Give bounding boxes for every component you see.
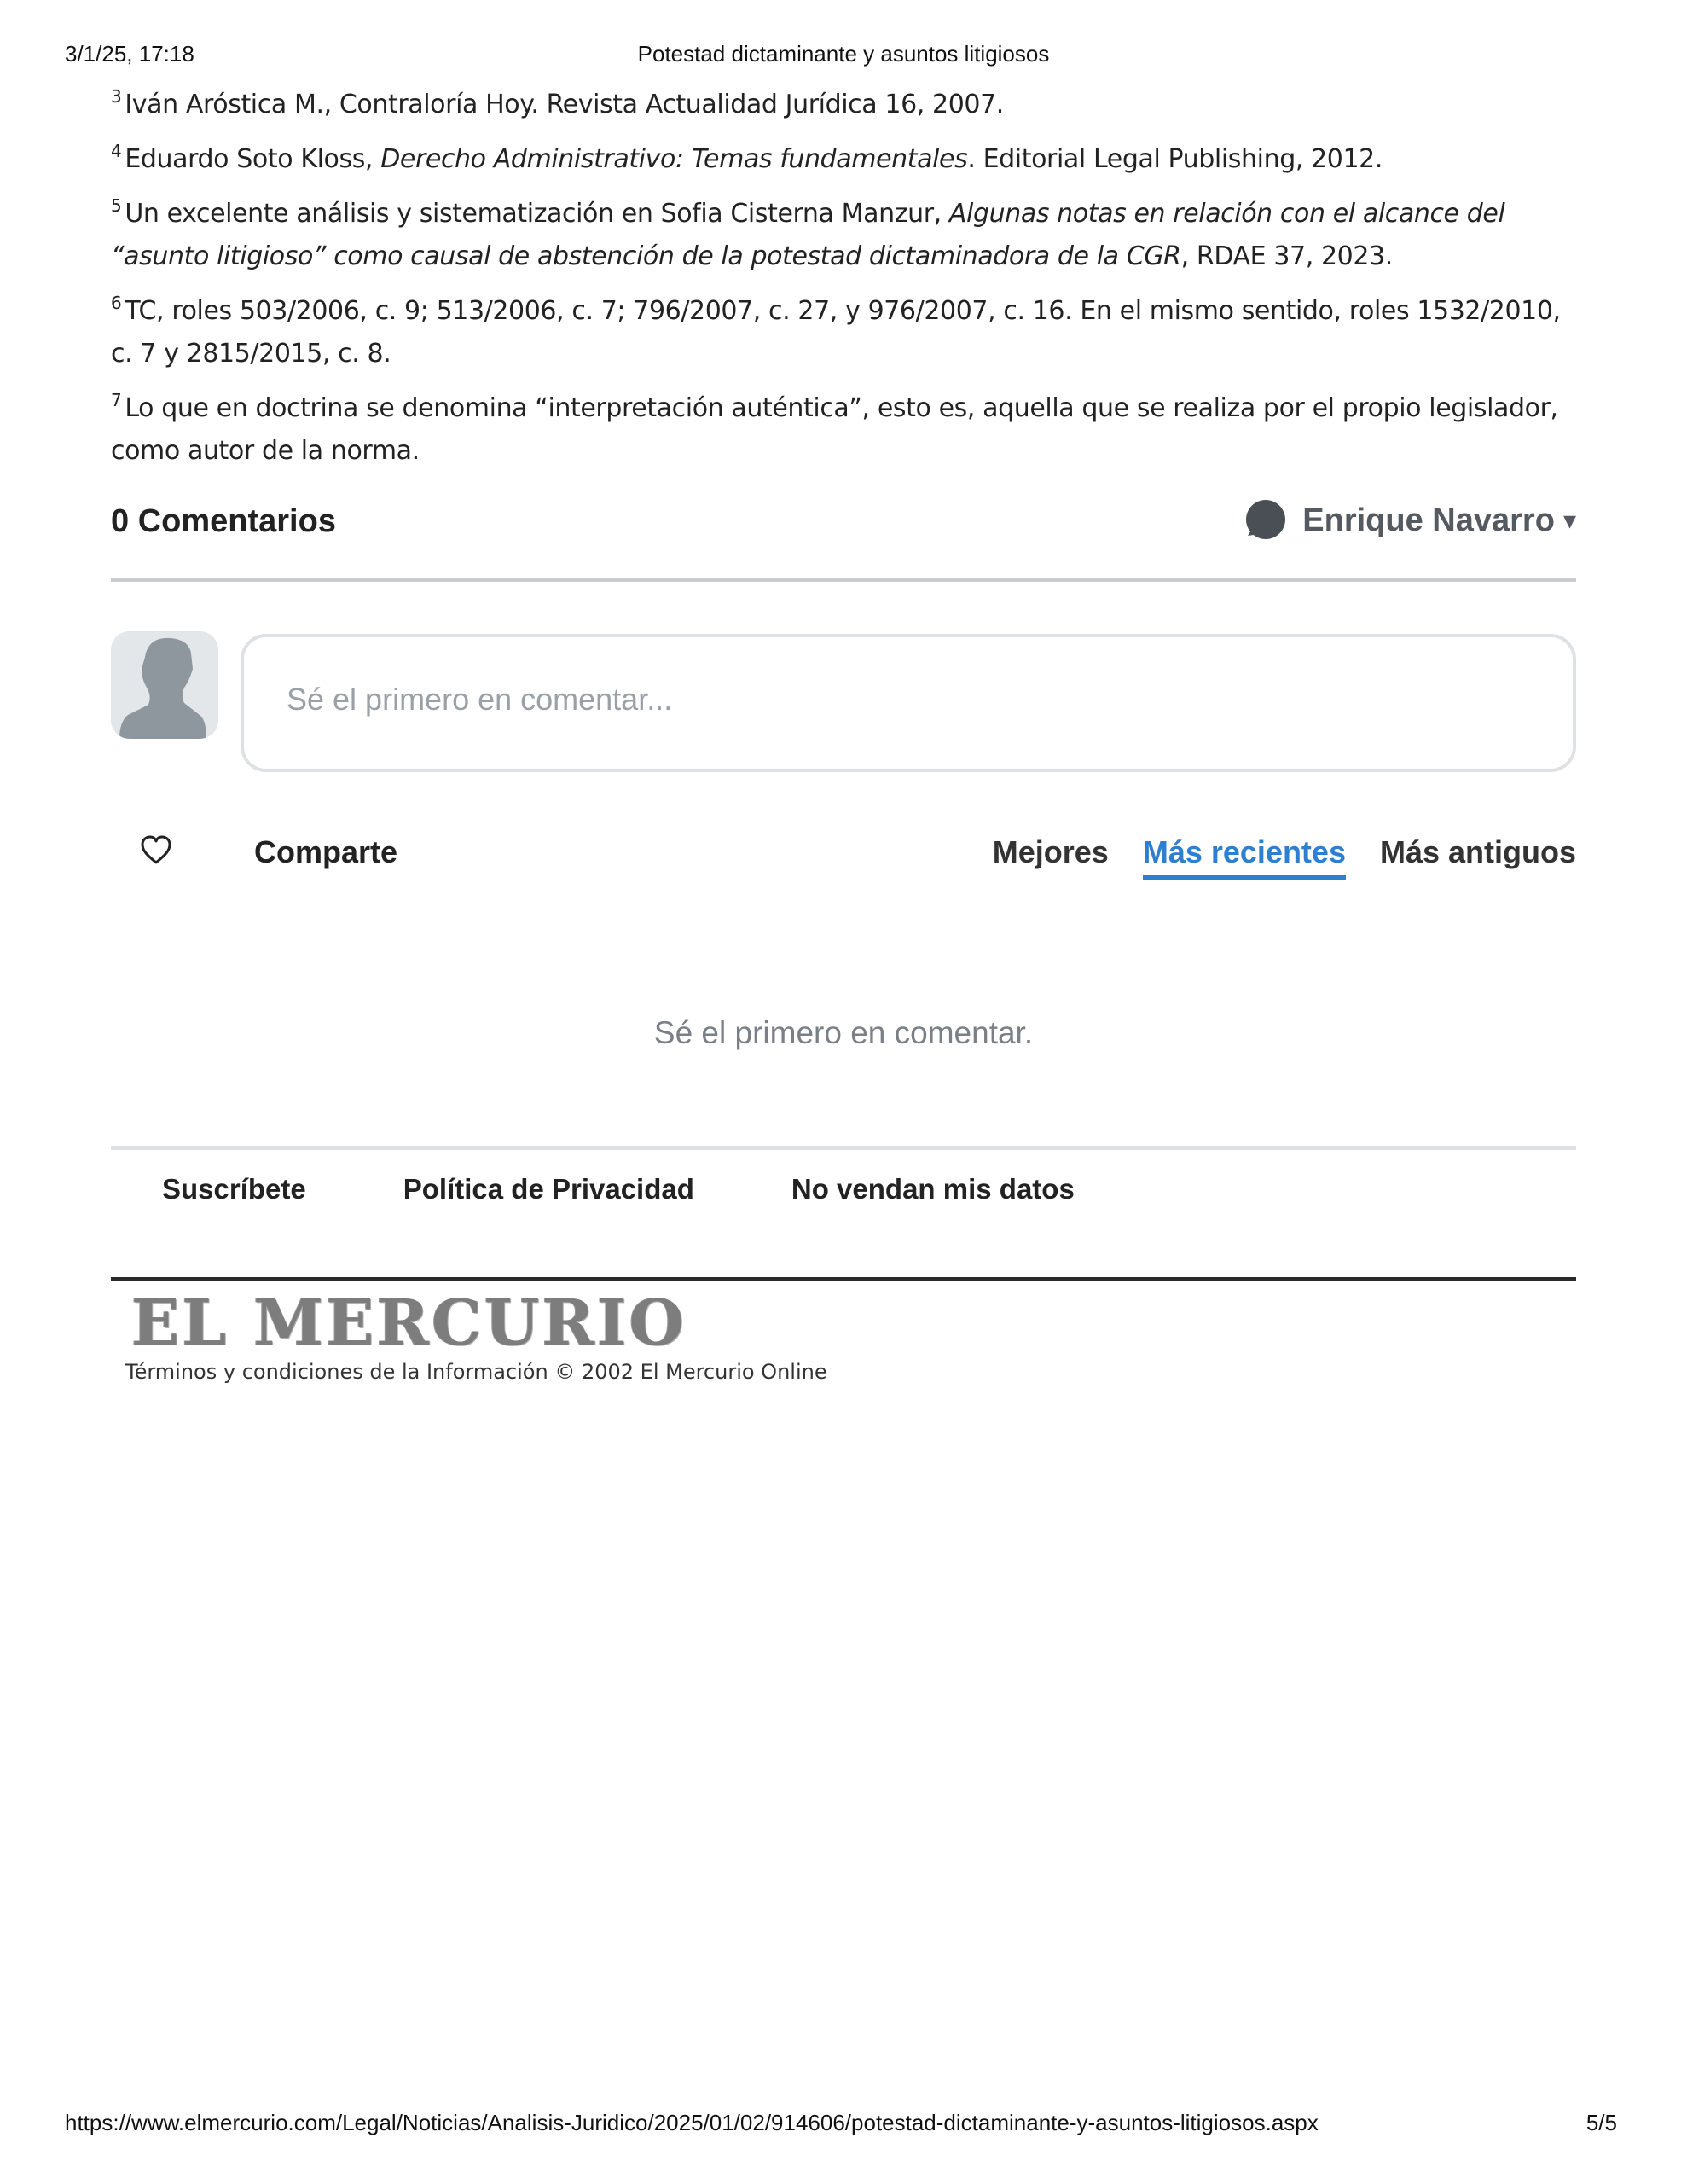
footnote-text: Eduardo Soto Kloss, xyxy=(125,144,381,174)
logo-divider xyxy=(111,1277,1576,1281)
tab-best[interactable]: Mejores xyxy=(992,834,1109,869)
footnote-6 xyxy=(111,290,1576,375)
el-mercurio-logo: EL MERCURIO xyxy=(131,1287,687,1360)
footnote-4 xyxy=(111,138,1576,181)
default-avatar-icon xyxy=(111,631,218,739)
subscribe-link[interactable]: Suscríbete xyxy=(162,1173,306,1205)
copyright-text: Términos y condiciones de la Información © 2002 El Mercurio Online xyxy=(125,1360,827,1384)
footnote-number: 7 xyxy=(111,390,122,410)
footnote-number: 5 xyxy=(111,195,122,216)
footnote-italic-title: Derecho Administrativo: Temas fundamentales xyxy=(380,144,968,174)
comment-input[interactable]: Sé el primero en comentar... xyxy=(241,634,1576,772)
tab-oldest[interactable]: Más antiguos xyxy=(1379,834,1576,869)
sort-tabs xyxy=(959,834,1576,880)
comments-header xyxy=(111,497,1576,544)
footnote-text: Iván Aróstica M., Contraloría Hoy. Revista Actualidad Jurídica 16, 2007. xyxy=(125,90,1004,119)
avatar xyxy=(111,631,218,739)
comments-divider xyxy=(111,578,1576,582)
footnote-text: Un excelente análisis y sistematización en Sofia Cisterna Manzur, xyxy=(125,199,949,229)
footnote-number: 6 xyxy=(111,293,122,313)
footnote-text: Lo que en doctrina se denomina “interpretación auténtica”, esto es, aquella que se realiza por el propio legislador, como autor de la norma. xyxy=(111,393,1558,466)
footnote-5 xyxy=(111,193,1576,278)
footnote-text: TC, roles 503/2006, c. 9; 513/2006, c. 7; 796/2007, c. 27, y 976/2007, c. 16. En el mismo sentido, roles 1532/2010, c. 7 y 2815/2015, c. 8. xyxy=(111,296,1561,369)
footer-divider xyxy=(111,1146,1576,1150)
share-button[interactable]: Comparte xyxy=(254,834,398,869)
footnote-7 xyxy=(111,387,1576,473)
footnotes-section xyxy=(111,84,1576,485)
chat-bubble-icon xyxy=(1243,498,1287,543)
comments-count: 0 Comentarios xyxy=(111,503,336,539)
footnote-italic-title: Algunas notas en relación con el alcance del “asunto litigioso” como causal de abstención de la potestad dictaminadora de la CGR xyxy=(111,199,1505,271)
print-footer-url: https://www.elmercurio.com/Legal/Noticias/Analisis-Juridico/2025/01/02/914606/potestad-dictaminante-y-asuntos-litigiosos.aspx xyxy=(65,2110,1319,2135)
print-header-date: 3/1/25, 17:18 xyxy=(65,41,194,67)
chevron-down-icon: ▾ xyxy=(1562,505,1576,536)
footnote-number: 4 xyxy=(111,141,122,161)
print-footer-page-number: 5/5 xyxy=(1586,2110,1617,2135)
heart-icon[interactable] xyxy=(140,834,172,865)
empty-comments-message: Sé el primero en comentar. xyxy=(653,1015,1034,1050)
footnote-text-tail: . Editorial Legal Publishing, 2012. xyxy=(967,144,1383,174)
user-menu[interactable] xyxy=(1243,498,1576,543)
print-header-title: Potestad dictaminante y asuntos litigiosos xyxy=(637,41,1050,67)
privacy-policy-link[interactable]: Política de Privacidad xyxy=(403,1173,694,1205)
user-name: Enrique Navarro xyxy=(1302,502,1555,538)
tab-newest[interactable]: Más recientes xyxy=(1143,834,1346,880)
footnote-3 xyxy=(111,84,1576,126)
footnote-text-tail: , RDAE 37, 2023. xyxy=(1180,241,1393,271)
footer-links xyxy=(162,1173,1172,1205)
footnote-number: 3 xyxy=(111,86,122,107)
comment-actions xyxy=(111,829,1576,889)
do-not-sell-link[interactable]: No vendan mis datos xyxy=(791,1173,1075,1205)
